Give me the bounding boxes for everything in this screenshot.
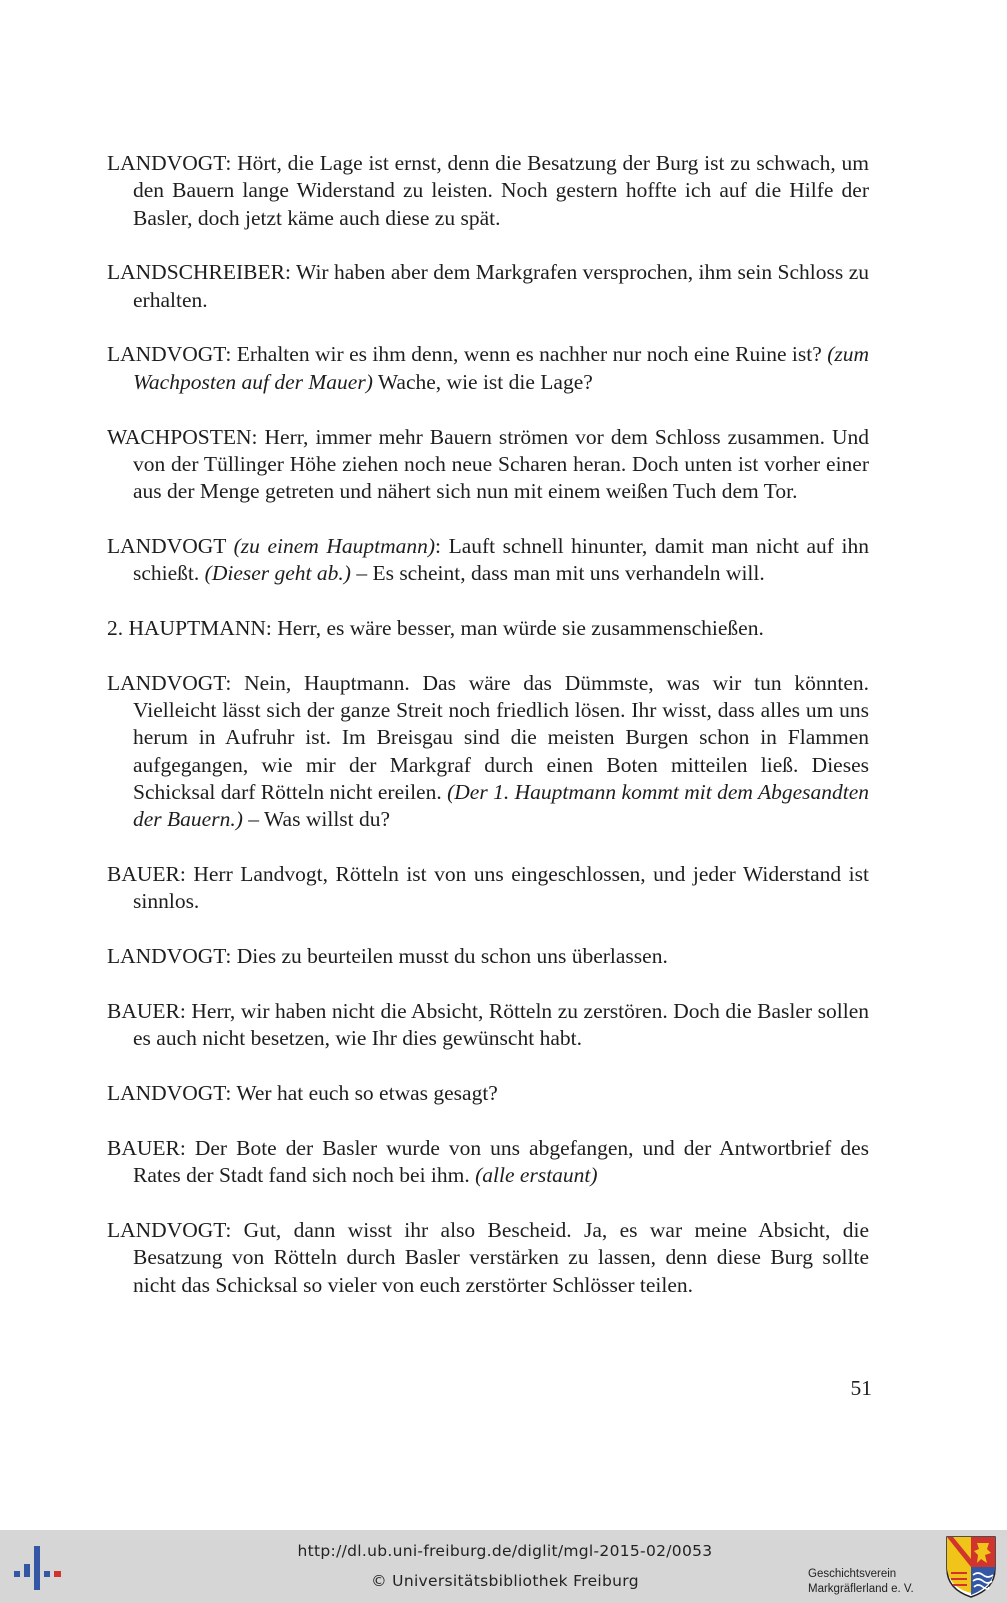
dialogue-paragraph [107, 1080, 869, 1107]
dialogue-paragraph [107, 1135, 869, 1190]
dialogue-paragraph [107, 861, 869, 916]
dialogue-text: LANDVOGT: Dies zu beurteilen musst du schon uns überlassen. [107, 944, 668, 969]
footer-bar [0, 1530, 1007, 1603]
dialogue-paragraph [107, 341, 869, 396]
dialogue-text: LANDVOGT: Wer hat euch so etwas gesagt? [107, 1081, 498, 1106]
dialogue-paragraph [107, 943, 869, 970]
dialogue-text: – Es scheint, dass man mit uns verhandeln will. [350, 561, 765, 586]
stage-direction: (Dieser geht ab.) [204, 561, 351, 586]
dialogue-paragraph [107, 670, 869, 834]
dialogue-paragraph [107, 1217, 869, 1299]
stage-direction: (zu einem Hauptmann) [233, 533, 436, 558]
dialogue-paragraph [107, 259, 869, 314]
dialogue-text: LANDSCHREIBER: Wir haben aber dem Markgrafen versprochen, ihm sein Schloss zu erhalten. [107, 260, 869, 312]
dialogue-text: BAUER: Herr, wir haben nicht die Absicht, Rötteln zu zerstören. Doch die Basler sollen es auch nicht besetzen, wie Ihr dies gewünscht habt. [107, 999, 869, 1051]
source-url-link[interactable]: http://dl.ub.uni-freiburg.de/diglit/mgl-2015-02/0053 [297, 1542, 713, 1560]
dialogue-text: 2. HAUPTMANN: Herr, es wäre besser, man würde sie zusammenschießen. [107, 616, 764, 641]
dialogue-text: – Was willst du? [242, 807, 391, 832]
copyright-text: © Universitätsbibliothek Freiburg [371, 1572, 639, 1590]
dialogue-text: LANDVOGT: Nein, Hauptmann. Das wäre das Dümmste, was wir tun könnten. Vielleicht lässt sich der ganze Streit noch friedlich lösen. Ihr wisst, dass alles um uns herum in Aufruhr ist. Im Breisgau sind die meisten Burgen schon in Flammen aufgegangen, wie mir der Markgraf durch einen Boten mitteilen ließ. Dieses Schicksal darf Rötteln nicht ereilen. [107, 670, 869, 805]
dialogue-paragraph [107, 998, 869, 1053]
coat-of-arms-icon [945, 1535, 997, 1599]
dialogue-text: LANDVOGT: Gut, dann wisst ihr also Bescheid. Ja, es war meine Absicht, die Besatzung von Rötteln durch Basler verstärken zu lassen, denn diese Burg sollte nicht das Schicksal so vieler von euch zerstörter Schlösser teilen. [107, 1218, 869, 1297]
dialogue-text: BAUER: Herr Landvogt, Rötteln ist von uns eingeschlossen, und jeder Widerstand ist sinnlos. [107, 862, 869, 914]
dialogue-paragraph [107, 615, 869, 642]
dialogue-paragraph [107, 424, 869, 506]
page-number: 51 [850, 1376, 872, 1400]
org-name-line2: Markgräflerland e. V. [808, 1583, 914, 1595]
stage-direction: (zum Wachposten auf der Mauer) [133, 342, 869, 394]
ub-freiburg-logo-icon [13, 1544, 63, 1592]
dialogue-text: LANDVOGT: Hört, die Lage ist ernst, denn die Besatzung der Burg ist zu schwach, um den Bauern lange Widerstand zu leisten. Noch gestern hoffte ich auf die Hilfe der Basler, doch jetzt käme auch diese zu spät. [107, 151, 869, 230]
dialogue-paragraph [107, 533, 869, 588]
org-name [808, 1567, 943, 1597]
dialogue-text: LANDVOGT [107, 533, 234, 558]
dialogue-text: BAUER: Der Bote der Basler wurde von uns abgefangen, und der Antwortbrief des Rates der Stadt fand sich noch bei ihm. [107, 1135, 869, 1188]
dialogue-text: WACHPOSTEN: Herr, immer mehr Bauern strömen vor dem Schloss zusammen. Und von der Tüllinger Höhe ziehen noch neue Scharen heran. Doch unten ist vorher einer aus der Menge getreten und nähert sich nun mit einem weißen Tuch dem Tor. [107, 424, 869, 504]
org-name-line1: Geschichtsverein [808, 1568, 897, 1580]
dialogue-paragraph [107, 150, 869, 232]
document-body [107, 150, 869, 1326]
dialogue-text: : Lauft schnell hinunter, damit man nicht auf ihn schießt. [133, 533, 869, 586]
stage-direction: (alle erstaunt) [475, 1163, 598, 1188]
dialogue-text: Wache, wie ist die Lage? [372, 369, 593, 394]
dialogue-text: LANDVOGT: Erhalten wir es ihm denn, wenn es nachher nur noch eine Ruine ist? [107, 342, 828, 367]
stage-direction: (Der 1. Hauptmann kommt mit dem Abgesandten der Bauern.) [133, 780, 869, 832]
